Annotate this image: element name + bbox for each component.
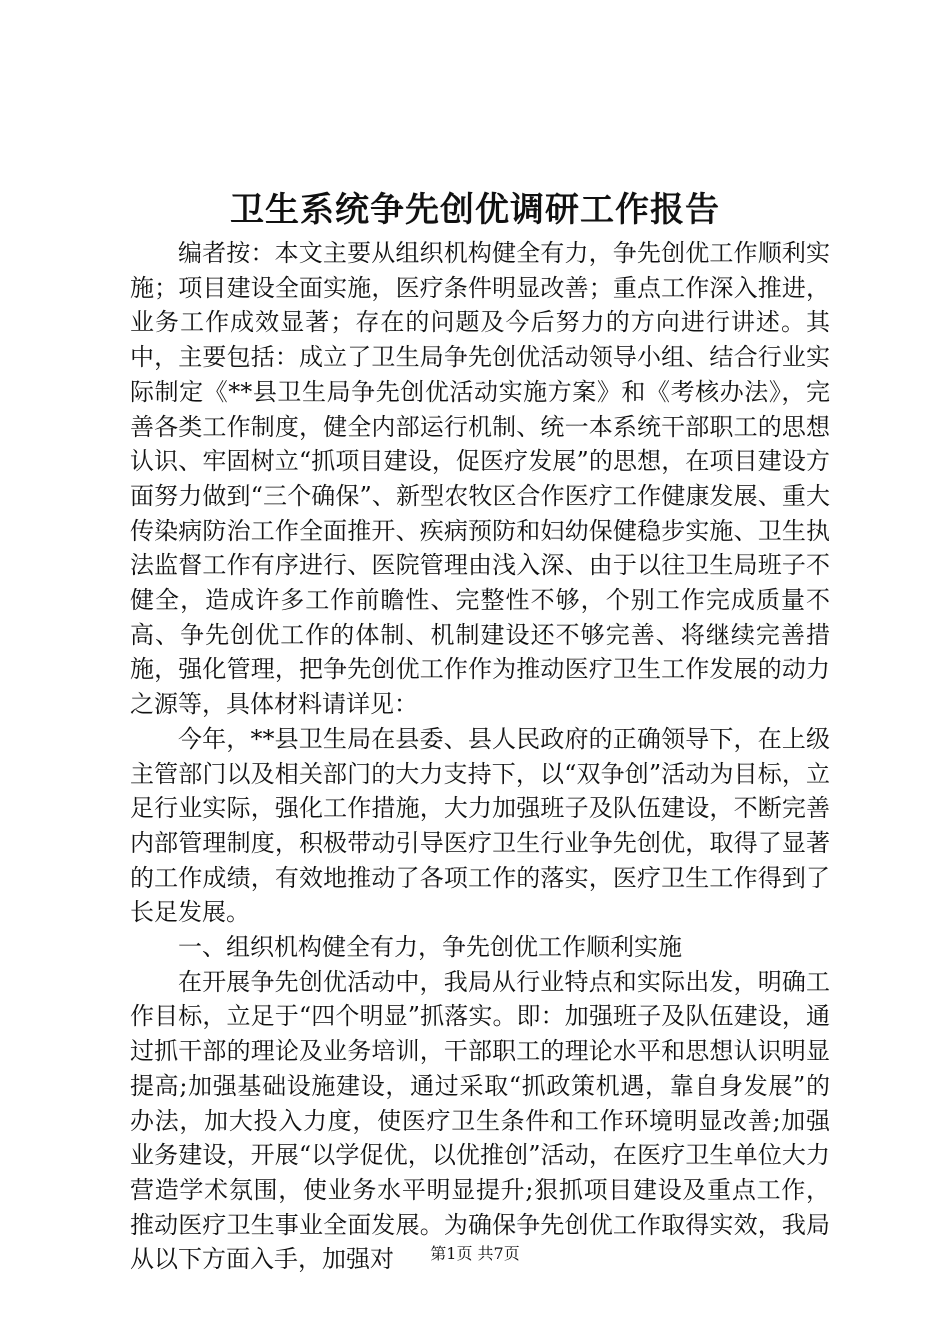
page-footer: 第1页 共7页 — [430, 1244, 520, 1263]
paragraph-editor-note: 编者按：本文主要从组织机构健全有力，争先创优工作顺利实施；项目建设全面实施，医疗条件明显改善；重点工作深入推进，业务工作成效显著；存在的问题及今后努力的方向进行讲述。其中，主要包括：成立了卫生局争先创优活动领导小组、结合行业实际制定《**县卫生局争先创优活动实施方案》和《考核办法》，完善各类工作制度，健全内部运行机制、统一本系统干部职工的思想认识、牢固树立“抓项目建设，促医疗发展”的思想，在项目建设方面努力做到“三个确保”、新型农牧区合作医疗工作健康发展、重大传染病防治工作全面推开、疾病预防和妇幼保健稳步实施、卫生执法监督工作有序进行、医院管理由浅入深、由于以往卫生局班子不健全，造成许多工作前瞻性、完整性不够，个别工作完成质量不高、争先创优工作的体制、机制建设还不够完善、将继续完善措施，强化管理，把争先创优工作作为推动医疗卫生工作发展的动力之源等，具体材料请详见： — [130, 239, 830, 719]
section-heading: 一、组织机构健全有力，争先创优工作顺利实施 — [178, 933, 682, 962]
document-body — [130, 236, 830, 1277]
paragraph-intro: 今年，**县卫生局在县委、县人民政府的正确领导下，在上级主管部门以及相关部门的大力支持下，以“双争创”活动为目标，立足行业实际，强化工作措施，大力加强班子及队伍建设，不断完善内部管理制度，积极带动引导医疗卫生行业争先创优，取得了显著的工作成绩，有效地推动了各项工作的落实，医疗卫生工作得到了长足发展。 — [130, 724, 830, 927]
paragraph-section-1: 在开展争先创优活动中，我局从行业特点和实际出发，明确工作目标，立足于“四个明显”抓落实。即：加强班子及队伍建设，通过抓干部的理论及业务培训，干部职工的理论水平和思想认识明显提高;加强基础设施建设，通过采取“抓政策机遇，靠自身发展”的办法，加大投入力度，使医疗卫生条件和工作环境明显改善;加强业务建设，开展“以学促优，以优推创”活动，在医疗卫生单位大力营造学术氛围，使业务水平明显提升;狠抓项目建设及重点工作，推动医疗卫生事业全面发展。为确保争先创优工作取得实效，我局从以下方面入手，加强对 — [130, 967, 830, 1274]
page-title: 卫生系统争先创优调研工作报告 — [230, 190, 720, 230]
